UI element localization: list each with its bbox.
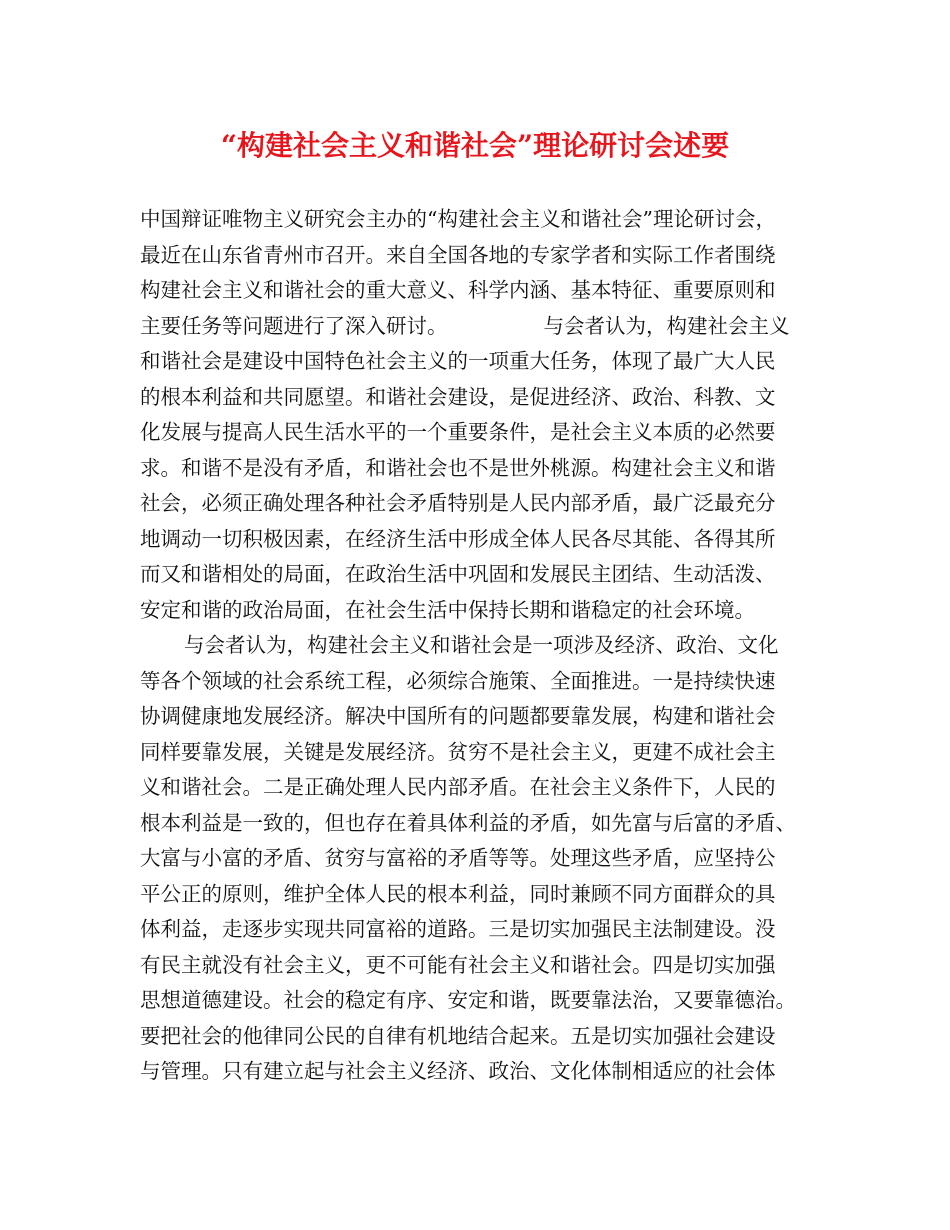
text-line: 最近在山东省青州市召开。来自全国各地的专家学者和实际工作者围绕 — [140, 242, 776, 267]
text-line: 求。和谐不是没有矛盾，和谐社会也不是世外桃源。构建社会主义和谐 — [140, 455, 776, 480]
text-line: 的根本利益和共同愿望。和谐社会建设，是促进经济、政治、科教、文 — [140, 384, 776, 409]
text-line: 等各个领域的社会系统工程，必须综合施策、全面推进。一是持续快速 — [140, 668, 776, 693]
text-line: 社会，必须正确处理各种社会矛盾特别是人民内部矛盾，最广泛最充分 — [140, 491, 776, 515]
text-line-paragraph-start: 与会者认为，构建社会主义和谐社会是一项涉及经济、政治、文化 — [184, 633, 779, 657]
text-line: 体利益，走逐步实现共同富裕的道路。三是切实加强民主法制建设。没 — [140, 917, 776, 941]
text-line: 有民主就没有社会主义，更不可能有社会主义和谐社会。四是切实加强 — [140, 952, 776, 977]
text-line: 地调动一切积极因素，在经济生活中形成全体人民各尽其能、各得其所 — [140, 526, 776, 551]
text-line: 和谐社会是建设中国特色社会主义的一项重大任务，体现了最广大人民 — [140, 349, 776, 373]
text-line: 协调健康地发展经济。解决中国所有的问题都要靠发展，构建和谐社会 — [140, 704, 776, 728]
text-line: 大富与小富的矛盾、贫穷与富裕的矛盾等等。处理这些矛盾，应坚持公 — [140, 846, 776, 870]
document-title: “构建社会主义和谐社会”理论研讨会述要 — [220, 129, 730, 162]
text-line: 而又和谐相处的局面，在政治生活中巩固和发展民主团结、生动活泼、 — [140, 562, 776, 586]
text-line: 要把社会的他律同公民的自律有机地结合起来。五是切实加强社会建设 — [140, 1023, 776, 1048]
text-line: 义和谐社会。二是正确处理人民内部矛盾。在社会主义条件下，人民的 — [140, 775, 776, 799]
text-line: 平公正的原则，维护全体人民的根本利益，同时兼顾不同方面群众的具 — [140, 881, 776, 906]
text-line: 与管理。只有建立起与社会主义经济、政治、文化体制相适应的社会体 — [140, 1059, 776, 1083]
text-line-with-paragraph-start — [140, 309, 820, 345]
text-line: 安定和谐的政治局面，在社会生活中保持长期和谐稳定的社会环境。 — [140, 597, 755, 622]
text-line: 同样要靠发展，关键是发展经济。贫穷不是社会主义，更建不成社会主 — [140, 739, 776, 764]
text-line: 构建社会主义和谐社会的重大意义、科学内涵、基本特征、重要原则和 — [140, 278, 776, 302]
text-line: 根本利益是一致的，但也存在着具体利益的矛盾，如先富与后富的矛盾、 — [140, 810, 796, 835]
text-line: 化发展与提高人民生活水平的一个重要条件，是社会主义本质的必然要 — [140, 420, 776, 444]
text-line: 思想道德建设。社会的稳定有序、安定和谐，既要靠法治，又要靠德治。 — [140, 988, 796, 1012]
document-body — [140, 202, 820, 1090]
text-line: 中国辩证唯物主义研究会主办的“构建社会主义和谐社会”理论研讨会， — [140, 207, 776, 231]
text-segment: 主要任务等问题进行了深入研讨。 — [140, 313, 448, 338]
text-segment: 与会者认为，构建社会主义 — [543, 313, 790, 338]
